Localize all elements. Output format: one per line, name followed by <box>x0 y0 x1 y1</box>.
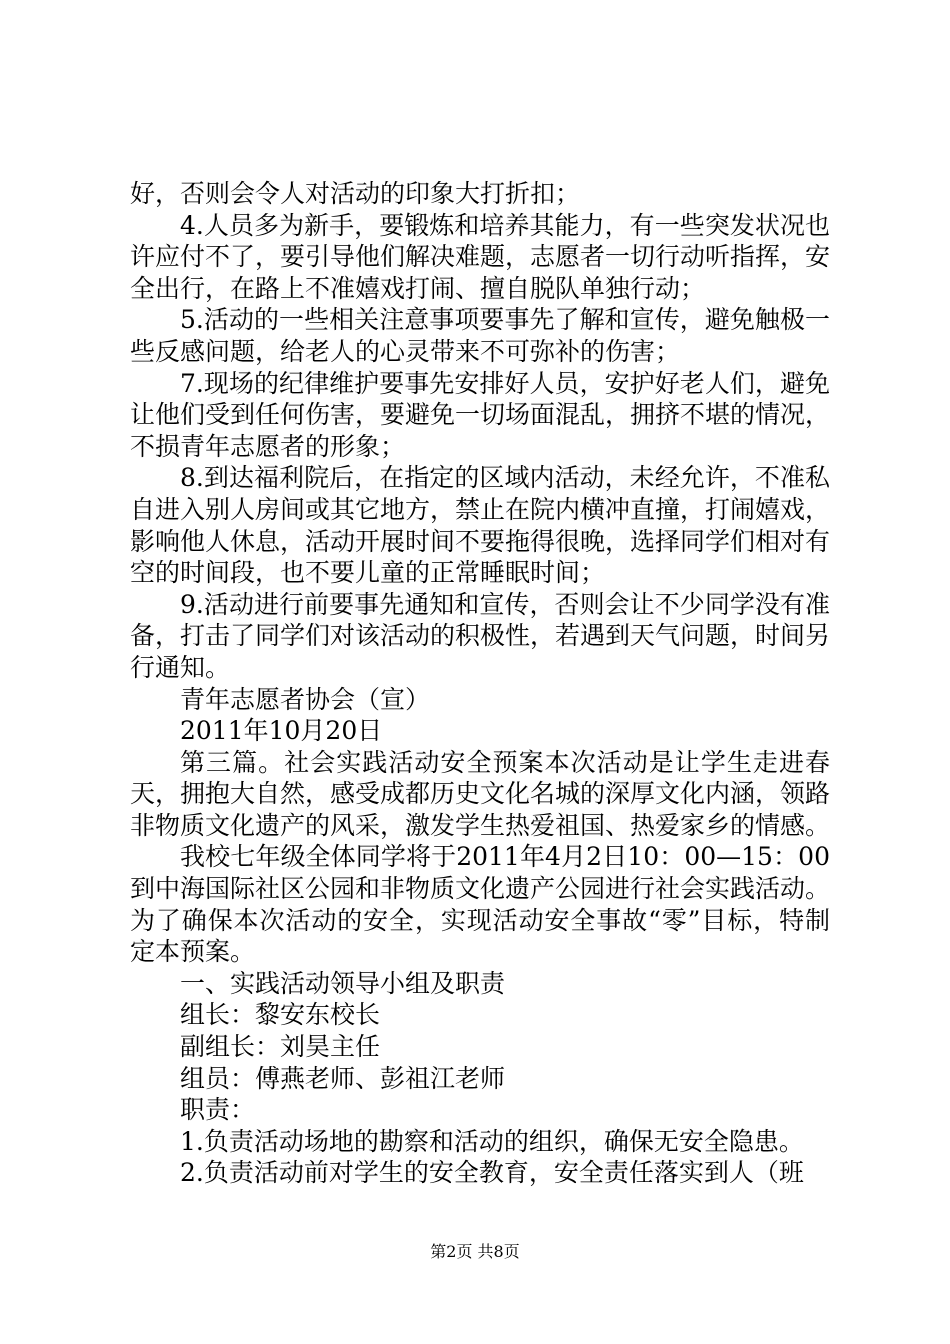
paragraph-item-4: 4.人员多为新手，要锻炼和培养其能力，有一些突发状况也许应付不了，要引导他们解决难题，志愿者一切行动听指挥，安全出行，在路上不准嬉戏打闹、擅自脱队单独行动； <box>130 210 831 303</box>
paragraph-activity-plan: 我校七年级全体同学将于2011年4月2日10：00—15：00到中海国际社区公园和非物质文化遗产公园进行社会实践活动。为了确保本次活动的安全，实现活动安全事故“零”目标，特制定本预案。 <box>130 842 831 967</box>
duties-heading: 职责： <box>180 1095 256 1125</box>
section-heading-leadership: 一、实践活动领导小组及职责 <box>180 968 506 998</box>
duty-item-1: 1.负责活动场地的勘察和活动的组织，确保无安全隐患。 <box>180 1126 804 1156</box>
leader-line: 组长：黎安东校长 <box>180 1000 381 1030</box>
paragraph-item-5: 5.活动的一些相关注意事项要事先了解和宣传，避免触极一些反感问题，给老人的心灵带来不可弥补的伤害； <box>130 305 830 366</box>
paragraph-item-9: 9.活动进行前要事先通知和宣传，否则会让不少同学没有准备，打击了同学们对该活动的积极性，若遇到天气问题，时间另行通知。 <box>130 589 831 682</box>
paragraph-item-8: 8.到达福利院后，在指定的区域内活动，未经允许，不准私自进入别人房间或其它地方，禁止在院内横冲直撞，打闹嬉戏，影响他人休息，活动开展时间不要拖得很晚，选择同学们相对有空的时间段，也不要儿童的正常睡眠时间； <box>130 463 831 588</box>
duty-item-2: 2.负责活动前对学生的安全教育，安全责任落实到人（班 <box>180 1158 804 1188</box>
page-footer: 第2页 共8页 <box>430 1242 520 1261</box>
members-line: 组员：傅燕老师、彭祖江老师 <box>180 1063 506 1093</box>
signature-organization: 青年志愿者协会（宣） <box>180 684 431 714</box>
deputy-leader-line: 副组长：刘昊主任 <box>180 1032 381 1062</box>
paragraph-item-7: 7.现场的纪律维护要事先安排好人员，安护好老人们，避免让他们受到任何伤害，要避免一切场面混乱，拥挤不堪的情况，不损青年志愿者的形象； <box>130 368 831 461</box>
paragraph-section-three: 第三篇。社会实践活动安全预案本次活动是让学生走进春天，拥抱大自然，感受成都历史文化名城的深厚文化内涵，领路非物质文化遗产的风采，激发学生热爱祖国、热爱家乡的情感。 <box>130 747 831 840</box>
document-body <box>130 178 830 1189</box>
signature-date: 2011年10月20日 <box>180 716 383 746</box>
paragraph-continuation: 好，否则会令人对活动的印象大打折扣； <box>130 179 581 208</box>
